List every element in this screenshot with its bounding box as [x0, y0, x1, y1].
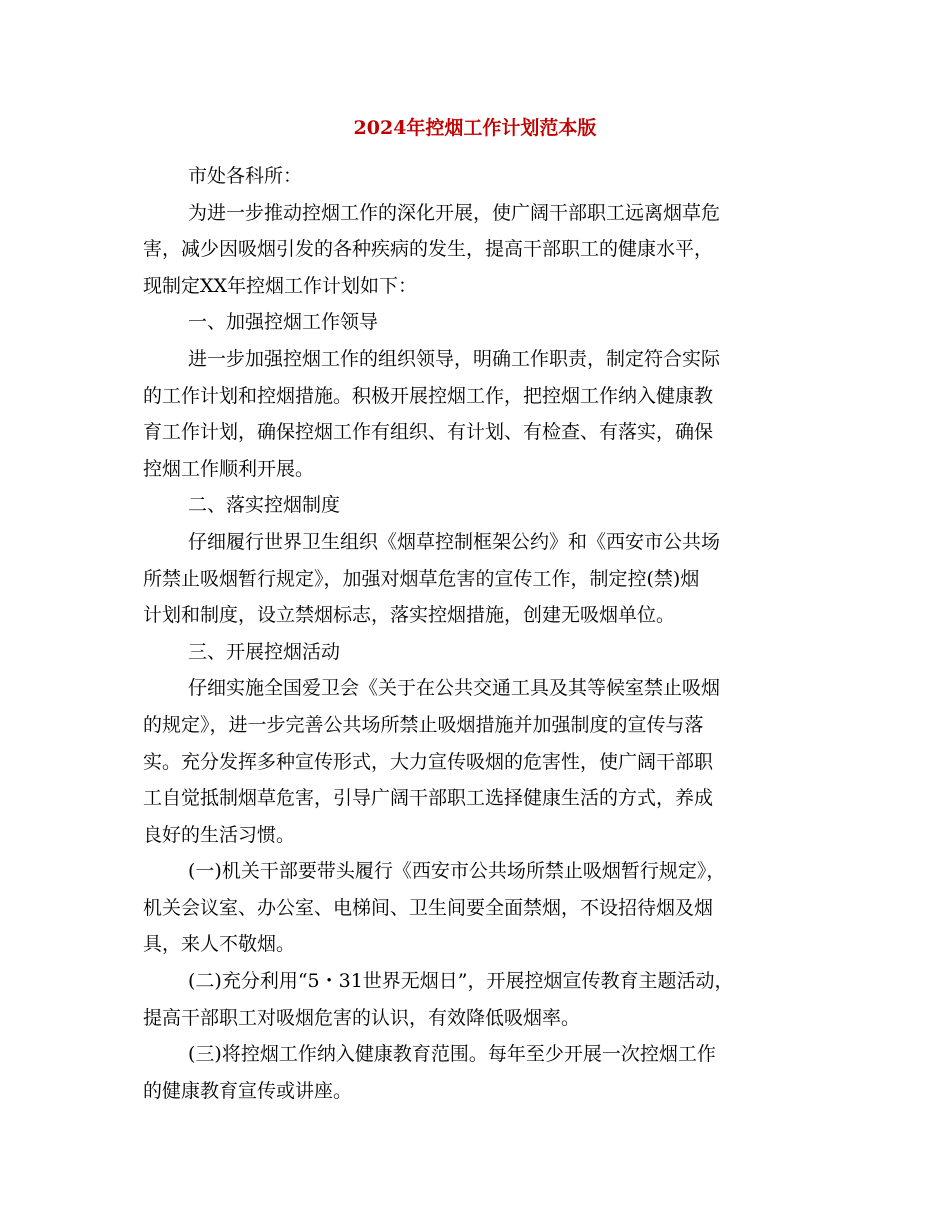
document-title: 2024年控烟工作计划范本版: [353, 117, 597, 139]
body-line: 的规定》，进一步完善公共场所禁止吸烟措施并加强制度的宣传与落: [143, 713, 704, 736]
body-line: 市处各科所：: [188, 165, 303, 187]
body-line: 仔细履行世界卫生组织《烟草控制框架公约》和《西安市公共场: [188, 530, 721, 553]
body-line: 机关会议室、办公室、电梯间、卫生间要全面禁烟，不设招待烟及烟: [143, 896, 714, 919]
body-line: 提高干部职工对吸烟危害的认识，有效降低吸烟率。: [143, 1006, 581, 1029]
body-line: 计划和制度，设立禁烟标志，落实控烟措施，创建无吸烟单位。: [143, 604, 676, 627]
body-line: 控烟工作顺利开展。: [143, 457, 315, 480]
body-line: 进一步加强控烟工作的组织领导，明确工作职责，制定符合实际: [188, 347, 721, 370]
body-line: 实。充分发挥多种宣传形式，大力宣传吸烟的危害性，使广阔干部职: [143, 750, 714, 773]
body-line: 为进一步推动控烟工作的深化开展，使广阔干部职工远离烟草危: [188, 201, 721, 224]
body-line: (三)将控烟工作纳入健康教育范围。每年至少开展一次控烟工作: [188, 1043, 716, 1066]
body-line: 所禁止吸烟暂行规定》，加强对烟草危害的宣传工作，制定控(禁)烟: [143, 567, 700, 590]
body-line: 良好的生活习惯。: [143, 823, 296, 846]
body-line: 现制定XX年控烟工作计划如下：: [143, 274, 418, 297]
body-line: 工自觉抵制烟草危害，引导广阔干部职工选择健康生活的方式，养成: [143, 787, 714, 810]
body-line: 二、落实控烟制度: [188, 494, 341, 517]
body-line: 害，减少因吸烟引发的各种疾病的发生，提高干部职工的健康水平，: [143, 238, 714, 261]
body-line: 的健康教育宣传或讲座。: [143, 1079, 353, 1102]
body-line: 的工作计划和控烟措施。积极开展控烟工作，把控烟工作纳入健康教: [143, 384, 714, 407]
body-line: (二)充分利用“5・31世界无烟日”，开展控烟宣传教育主题活动，: [188, 970, 734, 993]
body-line: 仔细实施全国爱卫会《关于在公共交通工具及其等候室禁止吸烟: [188, 677, 721, 700]
body-line: 三、开展控烟活动: [188, 640, 341, 663]
body-line: (一)机关干部要带头履行《西安市公共场所禁止吸烟暂行规定》，: [188, 860, 726, 883]
body-line: 具，来人不敬烟。: [143, 933, 296, 956]
document-body: [143, 158, 813, 1109]
body-line: 一、加强控烟工作领导: [188, 311, 379, 334]
body-line: 育工作计划，确保控烟工作有组织、有计划、有检查、有落实，确保: [143, 421, 714, 444]
